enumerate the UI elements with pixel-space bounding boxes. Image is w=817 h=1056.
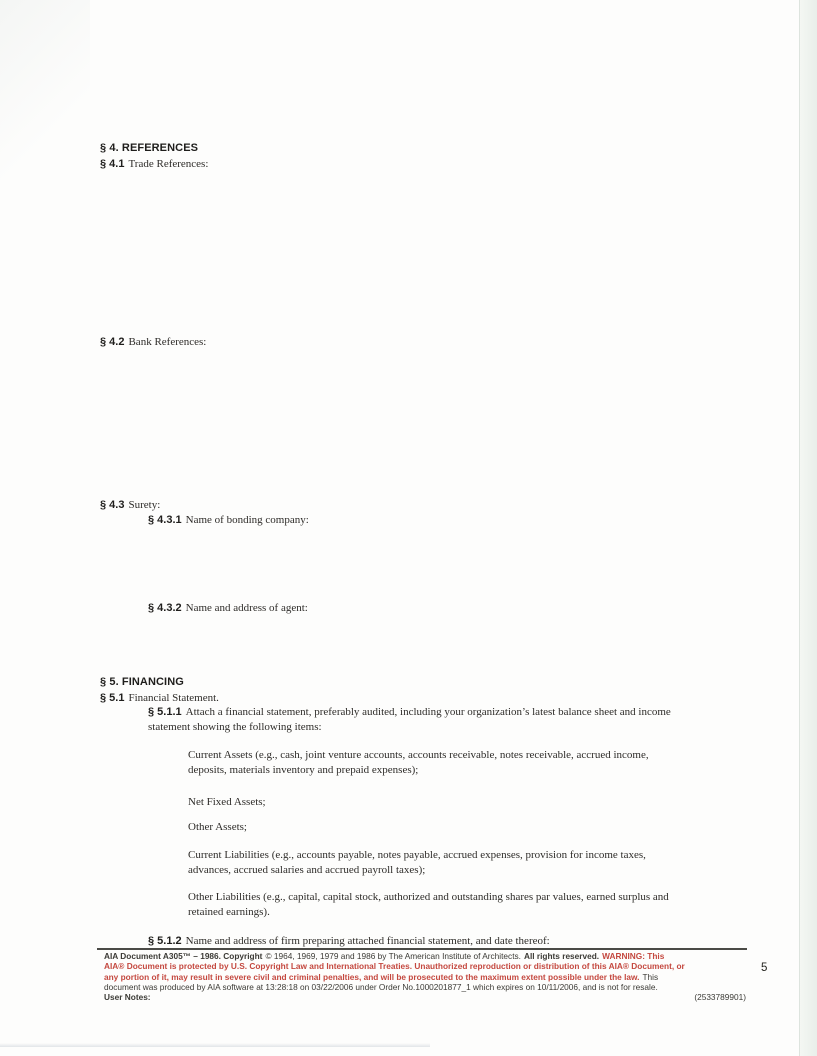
footer-line-4 — [104, 982, 746, 992]
financial-item-current-assets: Current Assets (e.g., cash, joint venture accounts, accounts receivable, notes receivable, accrued income, deposits, materials inventory and prepaid expenses); — [188, 749, 649, 776]
clause-5-1-1-label: § 5.1.1 — [148, 706, 182, 718]
footer-production-info: document was produced by AIA software at 13:28:18 on 03/22/2006 under Order No.1000201877_1 which expires on 10/11/2006, and is not for resale. — [104, 981, 658, 992]
clause-4-1-label: § 4.1 — [100, 158, 125, 170]
footer-doc-title: AIA Document A305™ – 1986. Copyright — [104, 951, 263, 961]
footer-legal-block — [104, 951, 746, 1002]
clause-5-1-text: Financial Statement. — [128, 692, 219, 704]
clause-4-3 — [100, 498, 160, 513]
footer-line-3 — [104, 972, 746, 982]
clause-5-1-2-label: § 5.1.2 — [148, 935, 182, 947]
scan-page-right-edge — [799, 0, 817, 1056]
footer-divider-rule — [97, 948, 747, 950]
footer-line-2 — [104, 961, 746, 971]
footer-copyright-years: © 1964, 1969, 1979 and 1986 by The American Institute of Architects. — [265, 951, 521, 961]
clause-4-3-label: § 4.3 — [100, 499, 125, 511]
clause-4-3-1-label: § 4.3.1 — [148, 514, 182, 526]
financial-item-current-liabilities: Current Liabilities (e.g., accounts payable, notes payable, accrued expenses, provision for income taxes, advances, accrued salaries and accrued payroll taxes); — [188, 849, 646, 876]
footer-line3-tail: This — [642, 971, 659, 982]
clause-4-3-2-text: Name and address of agent: — [185, 602, 308, 614]
footer-line-1 — [104, 951, 746, 961]
clause-5-1-1-text: Attach a financial statement, preferably audited, including your organization’s latest balance sheet and income statement showing the following items: — [148, 706, 671, 733]
clause-4-3-2-label: § 4.3.2 — [148, 602, 182, 614]
clause-4-3-1 — [148, 513, 309, 528]
footer-user-notes-label: User Notes: — [104, 992, 151, 1003]
section-4-heading: § 4. REFERENCES — [100, 142, 199, 154]
clause-5-1-label: § 5.1 — [100, 692, 125, 704]
clause-4-1-text: Trade References: — [128, 158, 209, 170]
financial-item-other-liabilities: Other Liabilities (e.g., capital, capital stock, authorized and outstanding shares par values, earned surplus and retained earnings). — [188, 891, 669, 918]
footer-warning-middle: AIA® Document is protected by U.S. Copyright Law and International Treaties. Unauthorized reproduction or distribution of this AIA® Document, or — [104, 961, 685, 972]
clause-5-1-2 — [148, 934, 708, 949]
clause-5-1-2-text: Name and address of firm preparing attached financial statement, and date thereof: — [185, 935, 550, 947]
clause-4-3-2 — [148, 601, 308, 616]
footer-warning-end: any portion of it, may result in severe civil and criminal penalties, and will be prosecuted to the maximum extent possible under the law. — [104, 971, 640, 982]
financial-item-other-assets: Other Assets; — [188, 821, 247, 833]
clause-4-2-label: § 4.2 — [100, 336, 125, 348]
financial-item-net-fixed-assets: Net Fixed Assets; — [188, 796, 266, 808]
clause-4-2 — [100, 335, 206, 350]
clause-4-2-text: Bank References: — [128, 336, 207, 348]
footer-line-5 — [104, 992, 746, 1002]
footer-document-id: (2533789901) — [694, 992, 746, 1003]
scan-bottom-shadow — [0, 1043, 430, 1047]
footer-warning-start: WARNING: This — [602, 951, 665, 961]
clause-4-3-text: Surety: — [128, 499, 161, 511]
scan-corner-shading — [0, 0, 90, 220]
clause-4-3-1-text: Name of bonding company: — [185, 514, 309, 526]
footer-rights-reserved: All rights reserved. — [523, 951, 600, 961]
page-number: 5 — [761, 962, 768, 974]
clause-5-1 — [100, 691, 219, 706]
clause-5-1-1 — [148, 705, 700, 735]
clause-4-1 — [100, 157, 208, 172]
section-5-heading: § 5. FINANCING — [100, 676, 184, 688]
